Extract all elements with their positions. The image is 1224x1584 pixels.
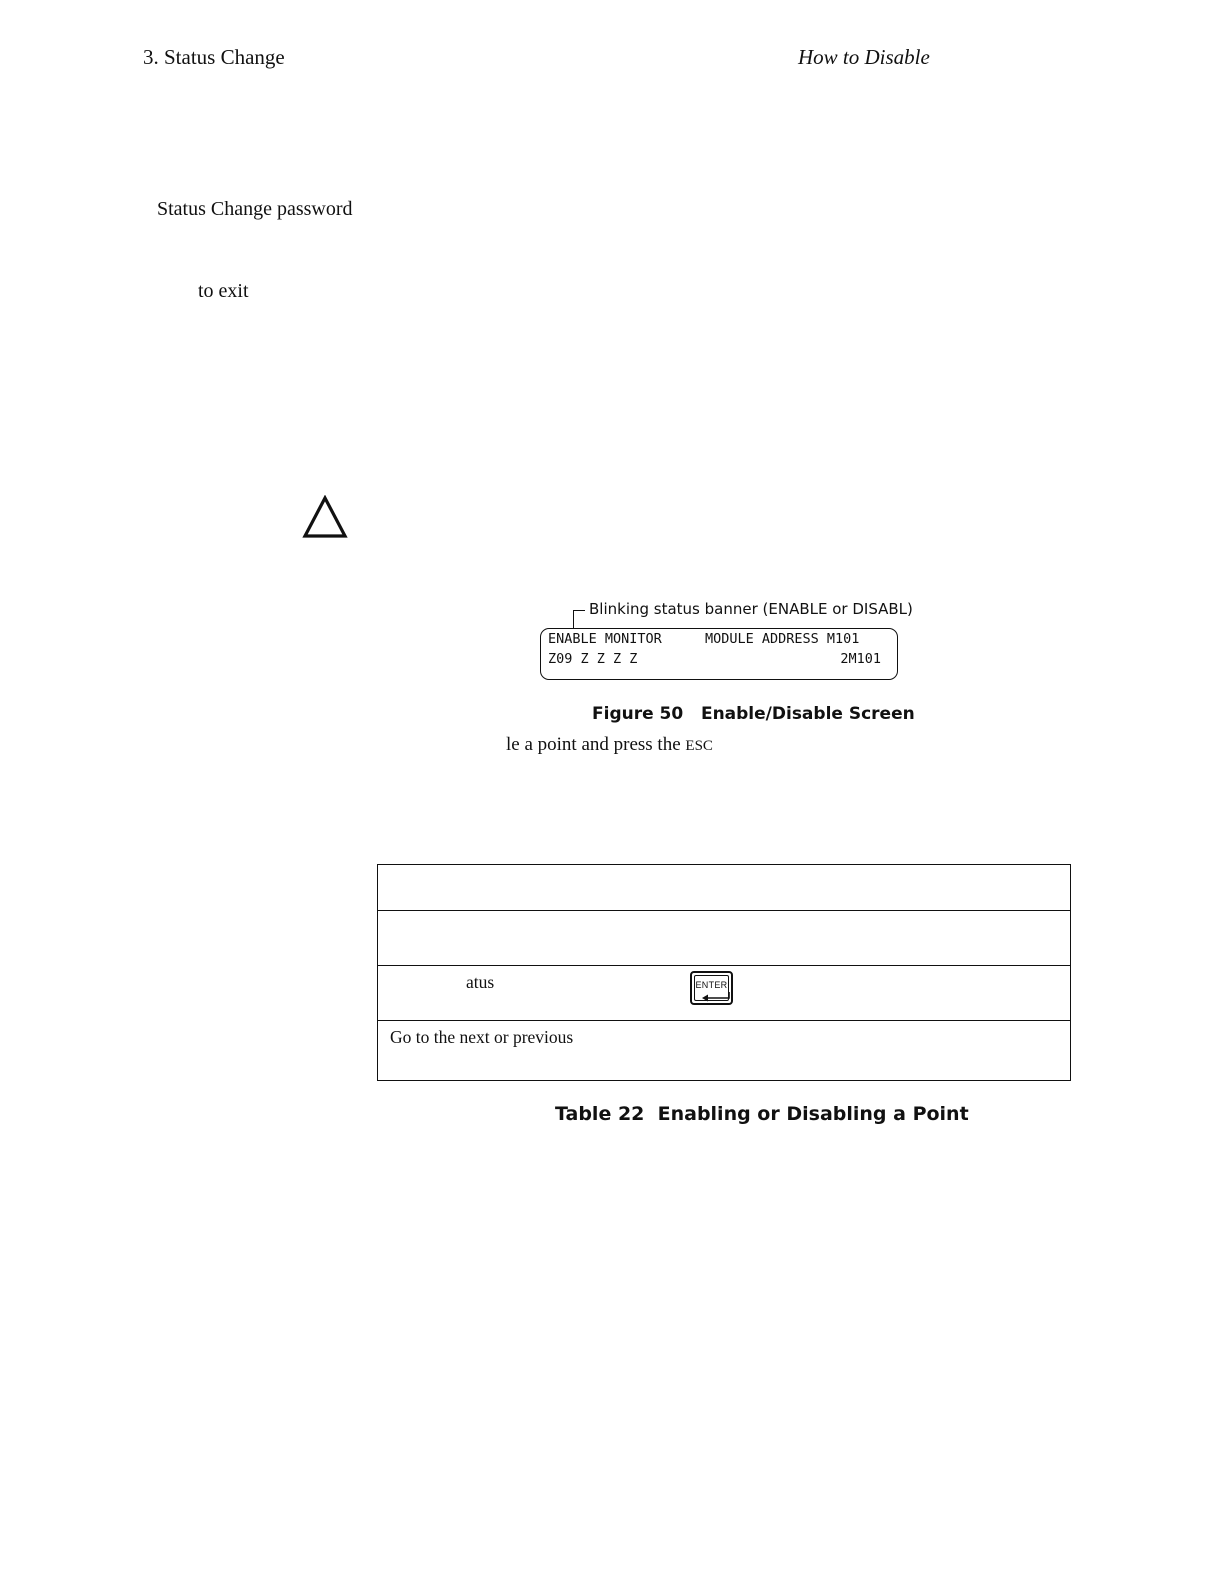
table-row bbox=[378, 865, 1070, 911]
password-text: Status Change password bbox=[157, 198, 353, 220]
escape-instruction bbox=[506, 734, 713, 756]
enter-key-icon bbox=[690, 971, 733, 1005]
figure-caption: Figure 50 Enable/Disable Screen bbox=[592, 704, 915, 724]
table-row bbox=[378, 1020, 1070, 1080]
annotation-leader-line bbox=[573, 610, 585, 628]
section-header: 3. Status Change bbox=[143, 45, 285, 69]
table-row bbox=[378, 910, 1070, 966]
escape-prefix: le a point and press the bbox=[506, 734, 686, 755]
warning-triangle-icon bbox=[302, 495, 348, 539]
instruction-table bbox=[377, 864, 1071, 1081]
table-cell: Go to the next or previous bbox=[390, 1027, 574, 1047]
lcd-point-id: 2M101 bbox=[840, 651, 881, 667]
lcd-status-banner: ENABLE MONITOR bbox=[548, 631, 662, 647]
escape-key-label: ESC bbox=[685, 738, 713, 754]
table-cell: atus bbox=[466, 972, 495, 992]
table-row bbox=[378, 965, 1070, 1021]
lcd-module-address: MODULE ADDRESS M101 bbox=[705, 631, 860, 647]
exit-text: to exit bbox=[198, 280, 249, 302]
return-arrow-icon bbox=[701, 992, 731, 1002]
lcd-display bbox=[540, 628, 898, 680]
table-caption: Table 22 Enabling or Disabling a Point bbox=[555, 1103, 969, 1125]
enter-key-label: ENTER bbox=[695, 980, 728, 990]
figure-annotation: Blinking status banner (ENABLE or DISABL) bbox=[589, 600, 913, 618]
lcd-zone-list: Z09 Z Z Z Z bbox=[548, 651, 638, 667]
topic-header: How to Disable bbox=[798, 45, 930, 69]
